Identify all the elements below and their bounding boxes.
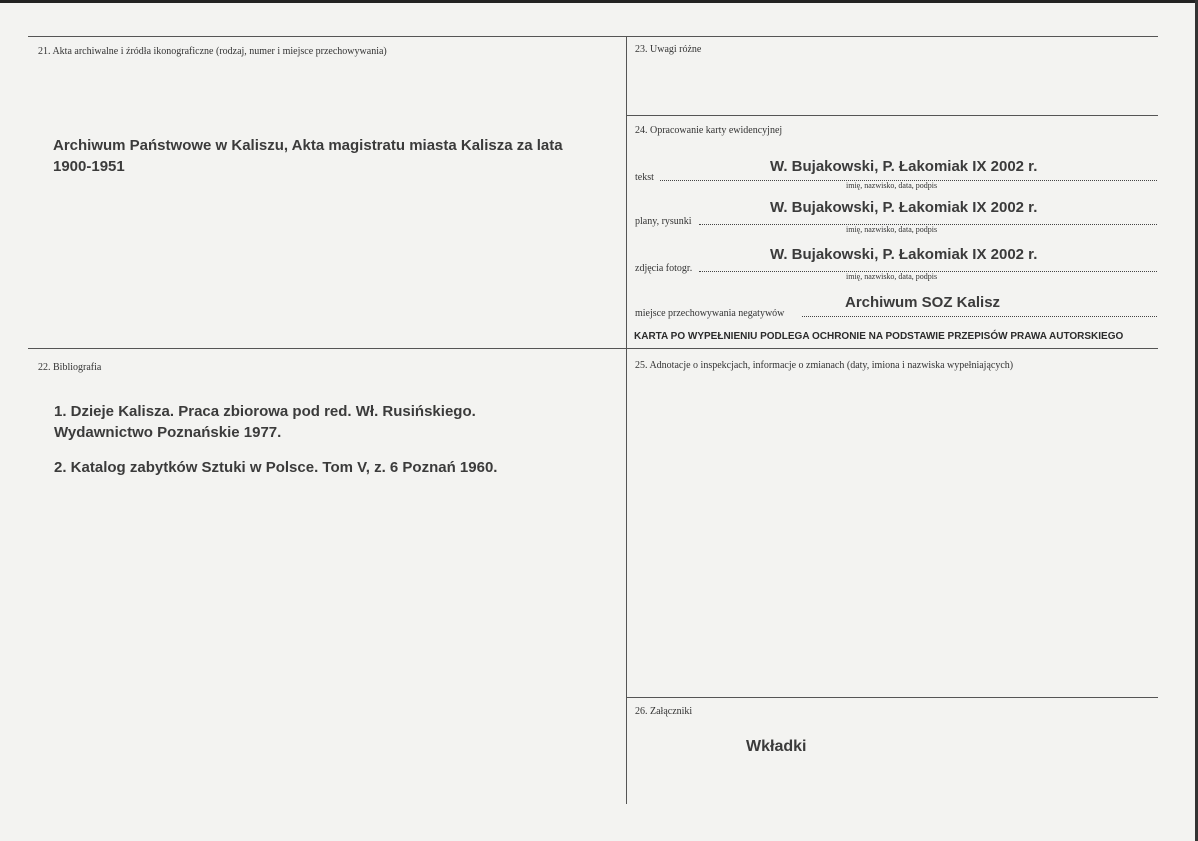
zdjecia-label: zdjęcia fotogr. [635,263,693,274]
archive-sources-line2: 1900-1951 [53,158,125,175]
copyright-notice: KARTA PO WYPEŁNIENIU PODLEGA OCHRONIE NA PODSTAWIE PRZEPISÓW PRAWA AUTORSKIEGO [634,331,1124,342]
bibliography-item-1-line1: 1. Dzieje Kalisza. Praca zbiorowa pod red. Wł. Rusińskiego. [54,403,476,420]
section-23-label: 23. Uwagi różne [635,44,702,55]
section-23-bottom-line [626,115,1158,116]
attachments-value: Wkładki [746,738,807,755]
section-25-label: 25. Adnotacje o inspekcjach, informacje o zmianach (daty, imiona i nazwiska wypełniających) [635,360,1014,371]
zdjecia-caption: imię, nazwisko, data, podpis [846,272,938,281]
tekst-caption: imię, nazwisko, data, podpis [846,181,938,190]
middle-divider-line [28,348,1158,349]
negatywy-label: miejsce przechowywania negatywów [635,308,785,319]
section-24-label: 24. Opracowanie karty ewidencyjnej [635,125,783,136]
center-vertical-line [626,36,627,804]
plany-caption: imię, nazwisko, data, podpis [846,225,938,234]
bibliography-item-1-line2: Wydawnictwo Poznańskie 1977. [54,424,282,441]
plany-value: W. Bujakowski, P. Łakomiak IX 2002 r. [770,199,1038,216]
tekst-value: W. Bujakowski, P. Łakomiak IX 2002 r. [770,158,1038,175]
negatywy-value: Archiwum SOZ Kalisz [845,294,1001,311]
section-26-label: 26. Załączniki [635,706,693,717]
scan-edge-top [0,0,1198,3]
top-border-line [28,36,1158,37]
bibliography-item-2: 2. Katalog zabytków Sztuki w Polsce. Tom V, z. 6 Poznań 1960. [54,459,498,476]
archive-sources-line1: Archiwum Państwowe w Kaliszu, Akta magistratu miasta Kalisza za lata [53,137,563,154]
section-22-label: 22. Bibliografia [38,362,102,373]
section-25-bottom-line [626,697,1158,698]
plany-label: plany, rysunki [635,216,692,227]
negatywy-dotted-line [802,316,1157,317]
tekst-label: tekst [635,172,654,183]
section-21-label: 21. Akta archiwalne i źródła ikonograficzne (rodzaj, numer i miejsce przechowywania) [38,46,387,57]
tekst-value-clip [760,158,1080,175]
zdjecia-value: W. Bujakowski, P. Łakomiak IX 2002 r. [770,246,1038,263]
